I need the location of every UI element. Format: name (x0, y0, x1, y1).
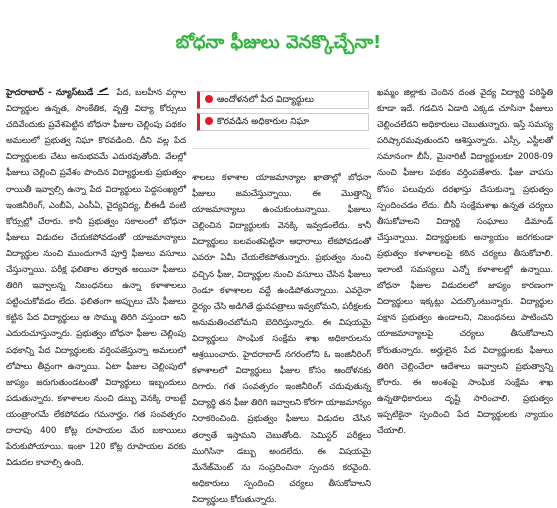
column-2-text: శాలలు కళాశాల యాజమాన్యాల ఖాతాల్లో బోధనా ఫీజులు జమచేస్తున్నాయి. ఈ మొత్తాన్ని యాజమాన్యాలు ఉంచుకుంటున్నాయి. ఫీజులు చెల్లించిన విద్యార్థులకు వెనక్కి ఇవ్వడంలేదు. కానీ విద్యార్థులు బలవంతపెట్టినా ఆధారాలు లేకపోవడంతో ఎవరూ ఏమీ చేయలేకపోతున్నారు. ప్రభుత్వం నుంచి వచ్చిన ఫీజు, విద్యార్థుల నుంచి వసూలు చేసిన ఫీజులు రెండూ కళాశాలల వద్దే ఉండిపోతున్నాయి. ఎవరైనా ధైర్యం చేసి అడిగితే ధ్రువపత్రాలు ఇవ్వబోమని, పరీక్షలకు అనుమతించబోమని బెదిరిస్తున్నారు. ఈ విషయమై విద్యార్థులు సాంఘిక సంక్షేమ శాఖ అధికారులను ఆశ్రయించారు. హైదరాబాద్ నగరంలోని ఓ ఇంజినీరింగ్ కళాశాలలో విద్యార్థులు ఫీజుల కోసం ఆందోళనకు దిగారు. గత సంవత్సరం ఇంజినీరింగ్ చదువుతున్న విద్యార్థి తన ఫీజు తిరిగి ఇవ్వాలని కోరగా యాజమాన్యం నిరాకరించింది. ప్రభుత్వం ఫీజులు విడుదల చేసిన తర్వాతే ఇస్తామని చెబుతోంది. సెమిస్టర్ పరీక్షలు ముగిసినా డబ్బు అందలేదు. ఈ విషయమై మేనేజ్‌మెంట్ ను సంప్రదించినా స్పందన కరవైంది. అధికారులు స్పందించి చర్యలు తీసుకోవాలని విద్యార్థులు కోరుతున్నారు. (192, 173, 371, 505)
dateline (6, 88, 112, 98)
highlight-text: కొరవడిన అధికారుల నిఘా (217, 117, 309, 127)
highlights-box (197, 91, 369, 135)
column-3-text: ఖమ్మం జిల్లాకు చెందిన దంత వైద్య విద్యార్థి పరిస్థితి కూడా ఇదే. గడచిన ఏడాది ఎక్కడ చూసినా ఫీజులు చెల్లించలేదని అధికారులు చెబుతున్నారు. ఇస్తే సమస్య పరిష్కారమవుతుందని ఆశిస్తున్నారు. ఎస్సీ, ఎస్టీలతో సమానంగా బీసీ, మైనారిటీ విద్యార్థులకూ 2008-09 నుంచి ఫీజుల పథకం వర్తింపజేశారు. ఫీజు వాపసు కోసం పలువురు దరఖాస్తు చేసుకున్నా ప్రభుత్వం స్పందించడం లేదు. బీసీ సంక్షేమశాఖ ఉన్నత చర్యలు తీసుకోవాలని విద్యార్థి సంఘాలు డిమాండ్ చేస్తున్నాయి. విద్యార్థులకు అన్యాయం జరగకుండా ప్రభుత్వం కళాశాలలపై కఠిన చర్యలు తీసుకోవాలి. ఇలాంటి సమస్యలు ఎన్నో కళాశాలల్లో ఉన్నాయి. బోధనా ఫీజుల విడుదలలో జాప్యం కారణంగా విద్యార్థులు ఇక్కట్లు ఎదుర్కొంటున్నారు. విద్యార్థుల పక్షాన ప్రభుత్వం ఉండాలని, నిబంధనలు పాటించని యాజమాన్యాలపై చర్యలు తీసుకోవాలని కోరుతున్నారు. అర్హులైన పేద విద్యార్థులకు ఫీజులు తిరిగి చెల్లించేలా ఆదేశాలు ఇవ్వాలని ప్రభుత్వాన్ని కోరారు. ఈ అంశంపై సాంఘిక సంక్షేమ శాఖ ఉన్నతాధికారులు దృష్టి సారించాలి. ప్రభుత్వం ఇప్పటికైనా స్పందించి పేద విద్యార్థులకు న్యాయం చేయాలి. (377, 88, 553, 436)
article-column-2 (192, 170, 371, 505)
dateline-text: హైదరాబాద్ - న్యూస్‌టుడే (6, 88, 94, 98)
highlight-item (197, 91, 369, 109)
column-1-text: పేద, బలహీన వర్గాల విద్యార్థుల ఉన్నత, సాంకేతిక, వృత్తి విద్యా కోర్సులు చదివేందుకు ప్రవేశపెట్టిన బోధనా ఫీజుల చెల్లింపు పథకం అమలులో ప్రభుత్వ నిఘా కొరవడింది. దీని వల్ల పేద విద్యార్థులకు చేటు అనుభవమే ఎదురవుతోంది. వేలల్లో ఫీజులు చెల్లించి ప్రవేశం పొందిన విద్యార్థులకు ప్రభుత్వం రాయితీ ఇవ్వాల్సి ఉన్నా పేద విద్యార్థులు పెద్దసంఖ్యలో ఇంజినీరింగ్, ఎంబీఏ, ఎంసీఏ, వైద్యవిద్య, బీఈడీ వంటి కోర్సుల్లో చేరారు. కానీ ప్రభుత్వం సకాలంలో బోధనా ఫీజులు విడుదల చేయకపోవడంతో యాజమాన్యాలు విద్యార్థుల నుంచి ముందుగానే పూర్తి ఫీజులు వసూలు చేస్తున్నాయి. పరీక్ష ఫలితాల తర్వాత అయినా ఫీజులు తిరిగి ఇవ్వాలన్న నిబంధనలు ఉన్నా కళాశాలలు పట్టించుకోవడం లేదు. ఫలితంగా అప్పులు చేసి ఫీజులు కట్టిన పేద విద్యార్థులు ఆ సొమ్ము తిరిగి వస్తుందా అని ఎదురుచూస్తున్నారు. ప్రభుత్వం బోధనా ఫీజుల చెల్లింపు పథకాన్ని పేద విద్యార్థులకు వర్తింపజేస్తున్నా అమలులో లోపాలు తీవ్రంగా ఉన్నాయి. ఏటా ఫీజుల చెల్లింపులో జాప్యం జరుగుతుండటంతో విద్యార్థులు ఇబ్బందులు పడుతున్నారు. కళాశాలల నుంచి డబ్బు వెనక్కి రాబట్టే యంత్రాంగమే లేకపోవడం గమనార్హం. గత సంవత్సరం దాదాపు 400 కోట్ల రూపాయల మేర బకాయిలు పేరుకుపోయాయి. ఇంకా 120 కోట్ల రూపాయల వరకు విడుదల కావాల్సి ఉంది. (6, 88, 186, 469)
pen-icon (97, 87, 109, 95)
bullet-icon (205, 95, 213, 103)
highlight-item (197, 113, 369, 131)
article-column-1 (6, 85, 186, 469)
article-column-3 (377, 85, 553, 436)
bullet-icon (205, 117, 213, 125)
divider (192, 148, 370, 149)
highlight-text: ఆందోళనలో పేద విద్యార్థులు (217, 95, 314, 105)
headline: బోధనా ఫీజులు వెనక్కొచ్చేనా! (175, 32, 382, 53)
